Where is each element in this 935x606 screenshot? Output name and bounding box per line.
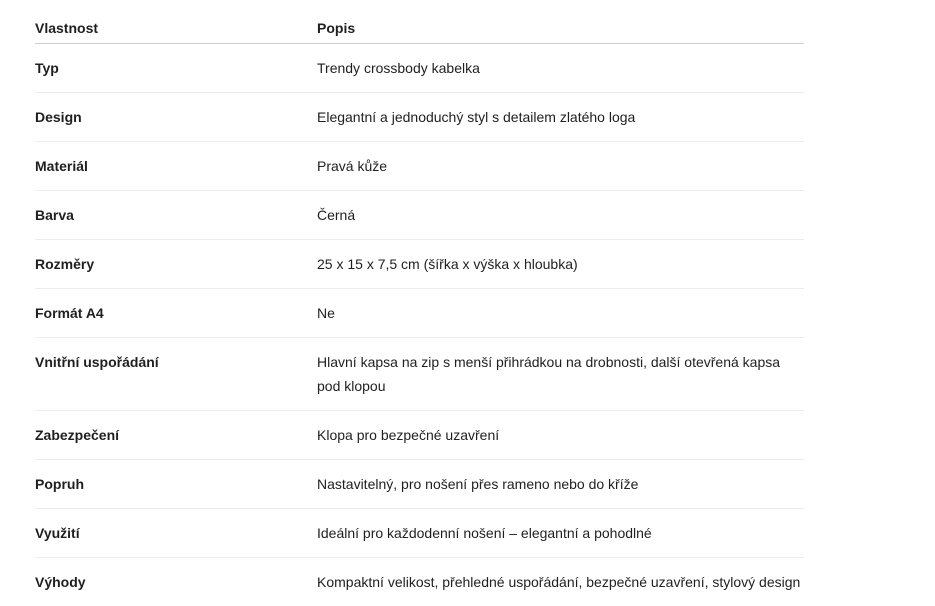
table-header-row (35, 12, 804, 44)
row-description: Pravá kůže (317, 142, 804, 191)
row-property: Vnitřní uspořádání (35, 338, 317, 411)
table-row (35, 142, 804, 191)
row-property: Popruh (35, 460, 317, 509)
row-description: 25 x 15 x 7,5 cm (šířka x výška x hloubka) (317, 240, 804, 289)
row-property: Využití (35, 509, 317, 558)
row-description: Klopa pro bezpečné uzavření (317, 411, 804, 460)
table-row (35, 44, 804, 93)
table-row (35, 460, 804, 509)
table-row (35, 338, 804, 411)
table-row (35, 289, 804, 338)
row-property: Materiál (35, 142, 317, 191)
row-description: Ideální pro každodenní nošení – elegantní a pohodlné (317, 509, 804, 558)
row-description: Ne (317, 289, 804, 338)
table-row (35, 411, 804, 460)
row-description: Elegantní a jednoduchý styl s detailem zlatého loga (317, 93, 804, 142)
row-property: Zabezpečení (35, 411, 317, 460)
table-row (35, 191, 804, 240)
row-description: Kompaktní velikost, přehledné uspořádání, bezpečné uzavření, stylový design (317, 558, 804, 606)
row-description: Trendy crossbody kabelka (317, 44, 804, 93)
header-property: Vlastnost (35, 12, 317, 44)
table-row (35, 558, 804, 606)
clipped-heading (35, 0, 335, 2)
row-property: Rozměry (35, 240, 317, 289)
row-property: Typ (35, 44, 317, 93)
table-row (35, 93, 804, 142)
header-description: Popis (317, 12, 804, 44)
table-row (35, 509, 804, 558)
row-description: Hlavní kapsa na zip s menší přihrádkou na drobnosti, další otevřená kapsa pod klopou (317, 338, 804, 411)
row-property: Výhody (35, 558, 317, 606)
row-property: Formát A4 (35, 289, 317, 338)
row-property: Design (35, 93, 317, 142)
row-description: Nastavitelný, pro nošení přes rameno nebo do kříže (317, 460, 804, 509)
spec-table (35, 12, 804, 606)
row-description: Černá (317, 191, 804, 240)
table-row (35, 240, 804, 289)
row-property: Barva (35, 191, 317, 240)
